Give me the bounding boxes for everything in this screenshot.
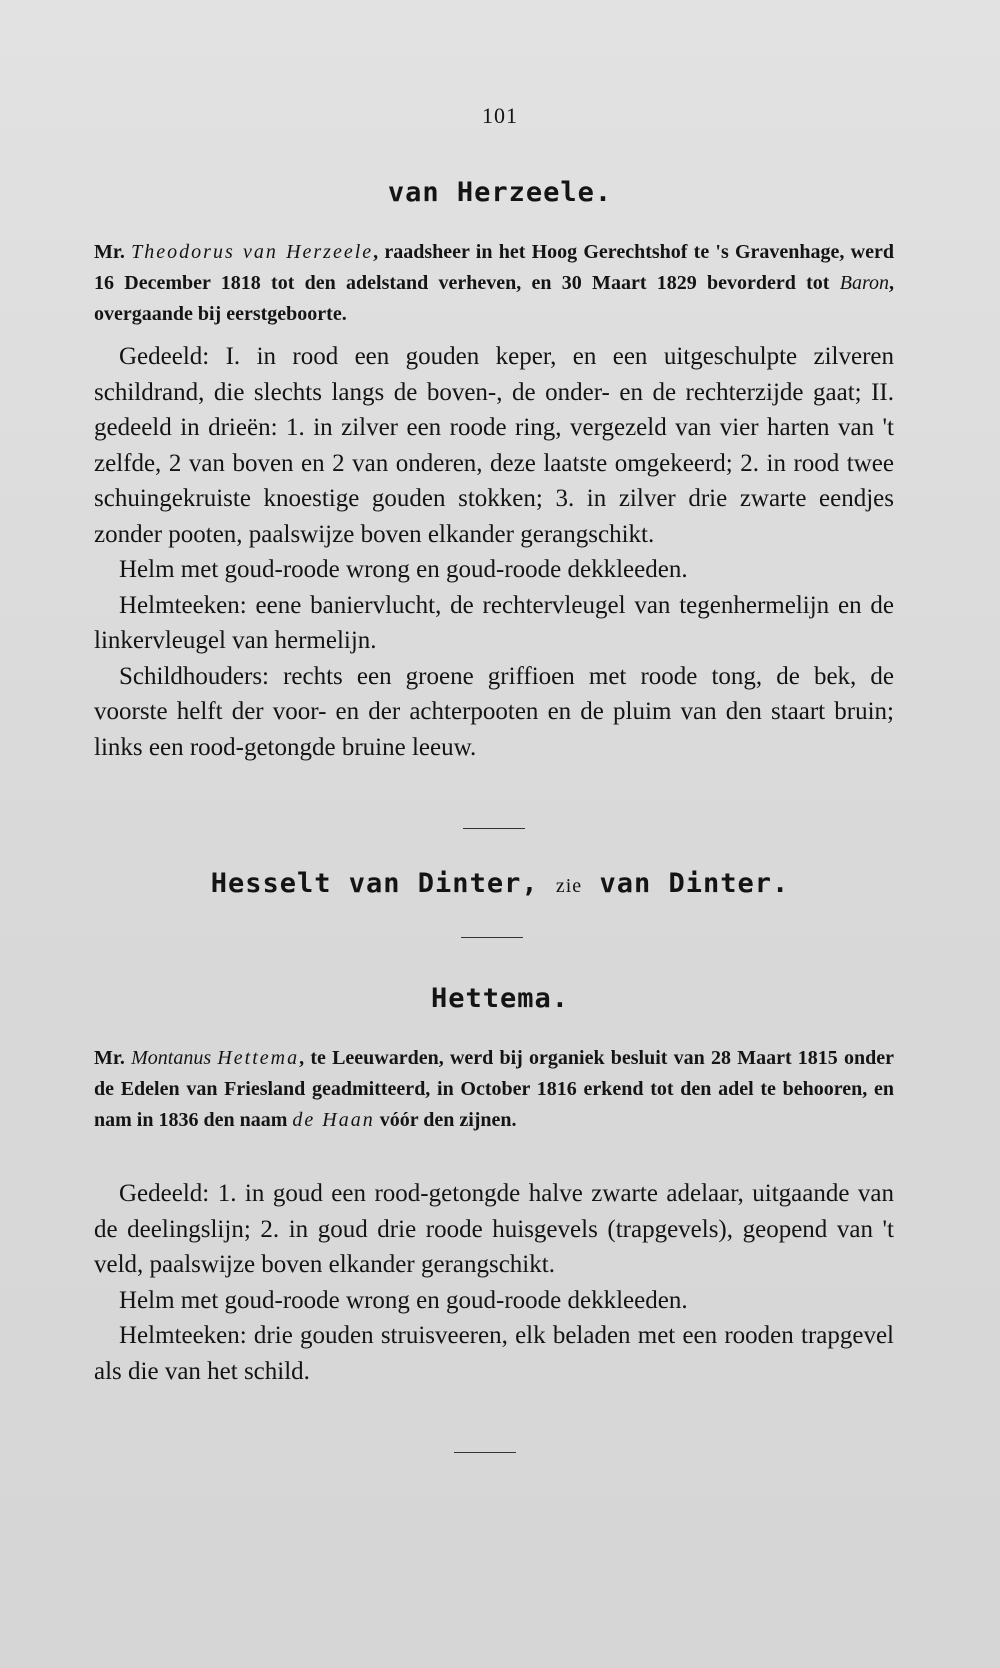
intro-prefix: Mr.: [94, 241, 125, 263]
intro-text: vóór den zijnen.: [374, 1109, 517, 1131]
paragraph-gedeeld: Gedeeld: I. in rood een gouden keper, en een uitgeschulpte zilveren schildrand, die slechts langs de boven-, de onder- en de rechterzijde gaat; II. gedeeld in drieën: 1. in zilver een roode ring, vergezeld van vier harten van 't zelfde, 2 van boven en 2 van onderen, deze laatste omgekeerd; 2. in rood twee schuingekruiste knoestige gouden stokken; 3. in zilver drie zwarte eendjes zonder pooten, paalswijze boven elkander gerangschikt.: [94, 343, 894, 548]
section-divider: [454, 1452, 516, 1453]
intro-surname: Hettema: [217, 1047, 300, 1069]
intro-prefix: Mr.: [94, 1047, 125, 1069]
page-number: 101: [482, 103, 518, 128]
intro-name: Montanus: [131, 1047, 212, 1069]
body-van-herzeele: [94, 339, 894, 765]
paragraph-helm: Helm met goud-roode wrong en goud-roode dekkleeden.: [119, 1286, 688, 1314]
intro-text: , overgaande bij eerstgeboorte.: [94, 272, 894, 325]
section-divider: [463, 828, 525, 829]
heading-name: Hesselt van Dinter,: [210, 868, 539, 899]
intro-name: Theodorus van Herzeele: [131, 241, 374, 263]
paragraph-helmteeken: Helmteeken: drie gouden struisveeren, elk beladen met een rooden trapgevel als die van het schild.: [94, 1322, 894, 1385]
intro-van-herzeele: [94, 237, 894, 330]
paragraph-helm: Helm met goud-roode wrong en goud-roode dekkleeden.: [119, 556, 688, 583]
section-heading-hettema: Hettema.: [430, 983, 570, 1014]
paragraph-helmteeken: Helmteeken: eene baniervlucht, de rechtervleugel van tegenhermelijn en de linkervleugel van hermelijn.: [94, 591, 894, 654]
intro-baron: Baron: [839, 272, 889, 294]
paragraph-gedeeld: Gedeeld: 1. in goud een rood-getongde halve zwarte adelaar, uitgaande van de deelingslijn; 2. in goud drie roode huisgevels (trapgevels), geopend van 't veld, paalswijze boven elkander gerangschikt.: [94, 1180, 894, 1278]
heading-zie: zie: [555, 875, 583, 897]
section-divider: [461, 937, 523, 938]
paragraph-schildhouders: Schildhouders: rechts een groene griffioen met roode tong, de bek, de voorste helft der voor- en der achterpooten en de pluim van den staart bruin; links een rood-getongde bruine leeuw.: [94, 662, 894, 761]
heading-reference: van Dinter.: [599, 868, 790, 899]
intro-text: , te Leeuwarden, werd bij organiek besluit van 28 Maart 1815 onder de Edelen van Friesland geadmitteerd, in October 1816 erkend tot den adel te behooren, en nam in 1836 den naam: [94, 1047, 895, 1131]
section-heading-van-herzeele: van Herzeele.: [387, 177, 613, 208]
intro-de-haan: de Haan: [292, 1109, 375, 1131]
body-hettema: [94, 1176, 894, 1389]
intro-text: , raadsheer in het Hoog Gerechtshof te 's Gravenhage, werd 16 December 1818 tot den adelstand verheven, en 30 Maart 1829 bevorderd tot: [94, 241, 894, 294]
intro-hettema: [94, 1043, 894, 1136]
section-heading-hesselt-van-dinter: [0, 868, 1000, 899]
